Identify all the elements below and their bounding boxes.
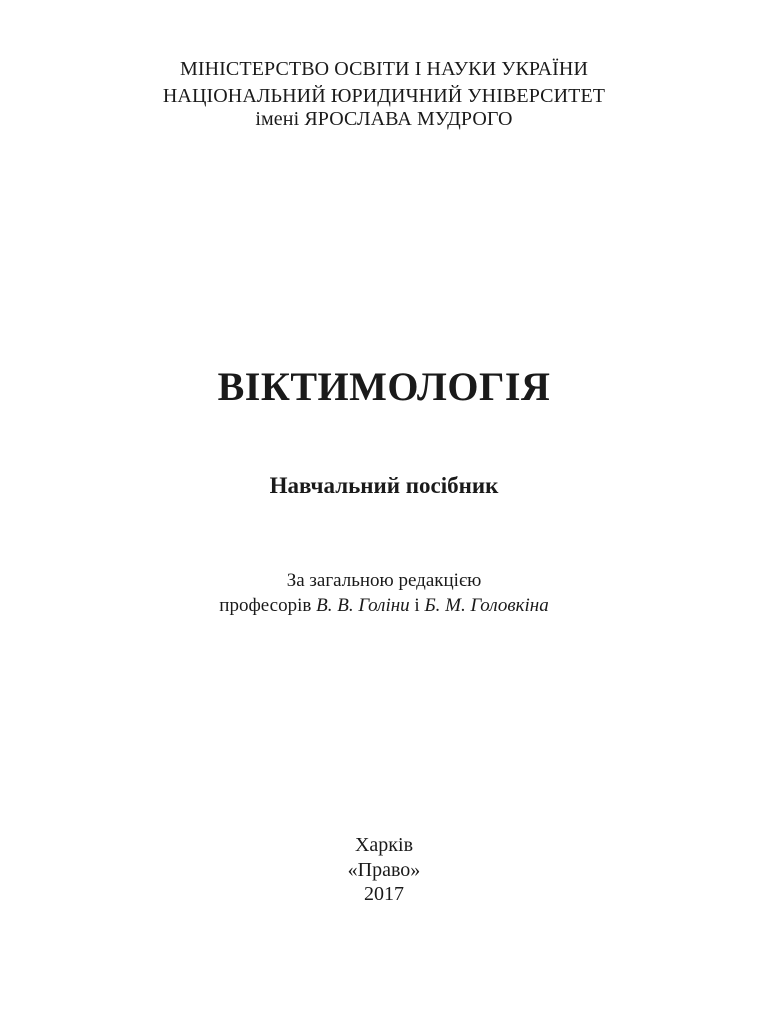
university-name: НАЦІОНАЛЬНИЙ ЮРИДИЧНИЙ УНІВЕРСИТЕТ [162, 85, 606, 107]
book-title: ВІКТИМОЛОГІЯ [217, 364, 551, 409]
editorship-intro: За загальною редакцією [286, 570, 482, 591]
editors-line [0, 596, 768, 615]
imprint-year: 2017 [364, 883, 404, 905]
editors-prefix: професорів [219, 595, 317, 616]
imprint-publisher: «Право» [347, 859, 421, 881]
editors-conjunction: і [409, 595, 425, 616]
book-subtitle: Навчальний посібник [269, 473, 499, 498]
imprint-city: Харків [354, 834, 414, 856]
editor-2-name: Б. М. Головкіна [424, 595, 549, 616]
university-honorific-name: імені ЯРОСЛАВА МУДРОГО [255, 108, 513, 130]
editor-1-name: В. В. Голіни [316, 595, 410, 616]
ministry-name: МІНІСТЕРСТВО ОСВІТИ І НАУКИ УКРАЇНИ [179, 58, 588, 80]
